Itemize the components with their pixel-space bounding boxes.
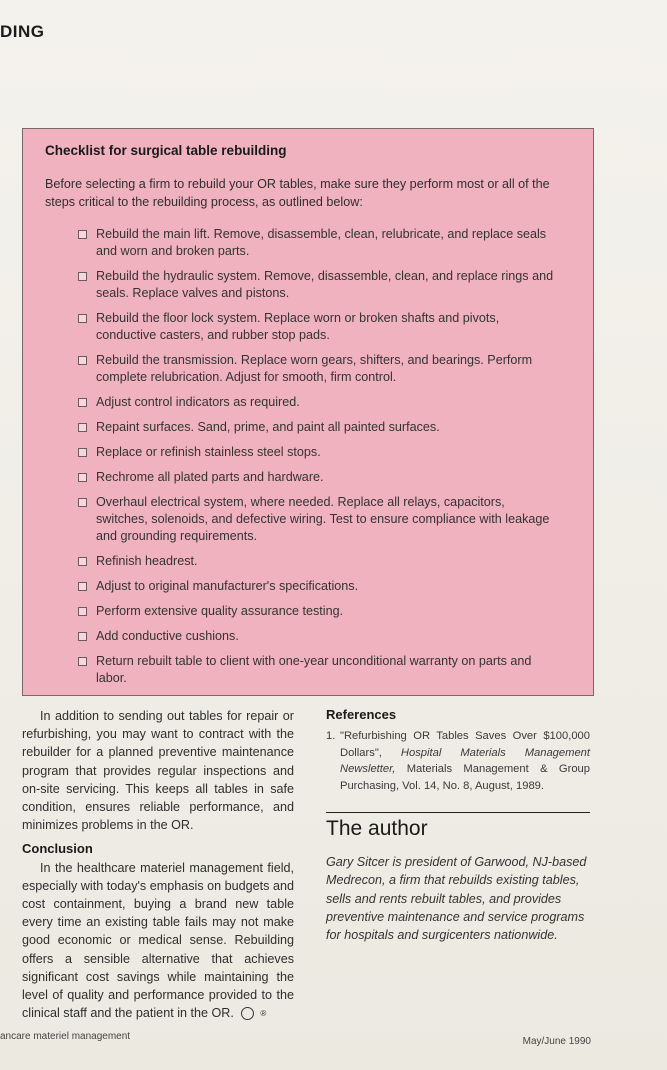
checklist-item-text: Rebuild the floor lock system. Replace worn or broken shafts and pivots, conductive casters, and rubber stop pads. bbox=[96, 311, 500, 342]
checklist-item bbox=[75, 352, 555, 386]
checklist-item-text: Repaint surfaces. Sand, prime, and paint all painted surfaces. bbox=[96, 420, 440, 434]
checklist-item bbox=[75, 394, 555, 411]
section-header: DING bbox=[0, 22, 45, 41]
conclusion-paragraph bbox=[22, 859, 294, 1023]
checkbox-icon bbox=[78, 272, 87, 281]
checklist-item bbox=[75, 653, 555, 687]
checklist-item-text: Adjust to original manufacturer's specifications. bbox=[96, 579, 359, 593]
checklist-item-text: Overhaul electrical system, where needed. Replace all relays, capacitors, switches, solenoids, and defective wiring. Test to ensure compliance with leakage and grounding requirements. bbox=[96, 495, 550, 543]
checkbox-icon bbox=[78, 398, 87, 407]
checklist-intro: Before selecting a firm to rebuild your OR tables, make sure they perform most or all of the steps critical to the rebuilding process, as outlined below: bbox=[45, 177, 550, 209]
reference-publication: Hospital Materials Management Newsletter, bbox=[340, 746, 590, 775]
checklist-item-text: Rechrome all plated parts and hardware. bbox=[96, 470, 324, 484]
checklist-item-text: Adjust control indicators as required. bbox=[96, 395, 300, 409]
checkbox-icon bbox=[78, 498, 87, 507]
checkbox-icon bbox=[78, 230, 87, 239]
checklist-item bbox=[75, 469, 555, 486]
conclusion-heading: Conclusion bbox=[22, 841, 93, 857]
footer-publication: ancare materiel management bbox=[0, 1031, 131, 1042]
author-bio: Gary Sitcer is president of Garwood, NJ-based Medrecon, a firm that rebuilds existing tables, sells and rents rebuilt tables, and provides preventive maintenance and service programs for hospitals and surgicenters nationwide. bbox=[326, 855, 587, 943]
checkbox-icon bbox=[78, 314, 87, 323]
reference-text bbox=[340, 728, 590, 794]
checklist-item bbox=[75, 419, 555, 436]
author-divider bbox=[326, 812, 590, 813]
body-paragraph: In addition to sending out tables for repair or refurbishing, you may want to contract with the rebuilder for a planned preventive maintenance program that provides regular inspections and on-site servicing. This keeps all tables in safe condition, ensures reliable performance, and minimizes problems in the OR. bbox=[22, 709, 294, 833]
checklist-item-text: Perform extensive quality assurance testing. bbox=[96, 604, 344, 618]
checkbox-icon bbox=[78, 657, 87, 666]
reference-title: "Refurbishing OR Tables Saves Over $100,000 Dollars", bbox=[340, 730, 590, 759]
checklist-item bbox=[75, 268, 555, 302]
checklist-items bbox=[75, 226, 555, 695]
checklist-item bbox=[75, 310, 555, 344]
end-mark-icon: ® bbox=[241, 1007, 254, 1020]
checklist-item bbox=[75, 553, 555, 570]
checklist-item bbox=[75, 578, 555, 595]
checklist-item-text: Replace or refinish stainless steel stops. bbox=[96, 445, 321, 459]
checklist-item-text: Rebuild the main lift. Remove, disassemble, clean, relubricate, and replace seals and worn and broken parts. bbox=[96, 227, 547, 258]
left-column bbox=[22, 707, 294, 1022]
conclusion-text: In the healthcare materiel management field, especially with today's emphasis on budgets and cost containment, buying a brand new table every time an existing table fails may not make good economic or medical sense. Rebuilding offers a sensible alternative that achieves significant cost savings while maintaining the level of quality and performance provided to the clinical staff and the patient in the OR. bbox=[22, 860, 294, 1021]
checkbox-icon bbox=[78, 607, 87, 616]
reference-number: 1. bbox=[326, 730, 336, 742]
checkbox-icon bbox=[78, 448, 87, 457]
checklist-title: Checklist for surgical table rebuilding bbox=[45, 143, 287, 158]
reference-details: Materials Management & Group Purchasing, Vol. 14, No. 8, August, 1989. bbox=[340, 763, 590, 792]
checklist-item-text: Refinish headrest. bbox=[96, 554, 198, 568]
checklist-item-text: Rebuild the transmission. Replace worn gears, shifters, and bearings. Perform complete relubrication. Adjust for smooth, firm control. bbox=[96, 353, 533, 384]
checkbox-icon bbox=[78, 423, 87, 432]
checkbox-icon bbox=[78, 557, 87, 566]
checkbox-icon bbox=[78, 582, 87, 591]
checklist-item bbox=[75, 628, 555, 645]
author-heading: The author bbox=[326, 817, 428, 840]
reference-item bbox=[326, 728, 590, 794]
checklist-item-text: Return rebuilt table to client with one-year unconditional warranty on parts and labor. bbox=[96, 654, 532, 685]
references-heading: References bbox=[326, 707, 397, 722]
checklist-item-text: Add conductive cushions. bbox=[96, 629, 239, 643]
checklist-box bbox=[22, 128, 594, 696]
checkbox-icon bbox=[78, 356, 87, 365]
checkbox-icon bbox=[78, 632, 87, 641]
checklist-item bbox=[75, 494, 555, 545]
checklist-item-text: Rebuild the hydraulic system. Remove, disassemble, clean, and replace rings and seals. Replace valves and pistons. bbox=[96, 269, 554, 300]
footer-date: May/June 1990 bbox=[522, 1036, 591, 1047]
right-column bbox=[326, 707, 590, 944]
checkbox-icon bbox=[78, 473, 87, 482]
checklist-item bbox=[75, 226, 555, 260]
checklist-item bbox=[75, 603, 555, 620]
checklist-item bbox=[75, 444, 555, 461]
